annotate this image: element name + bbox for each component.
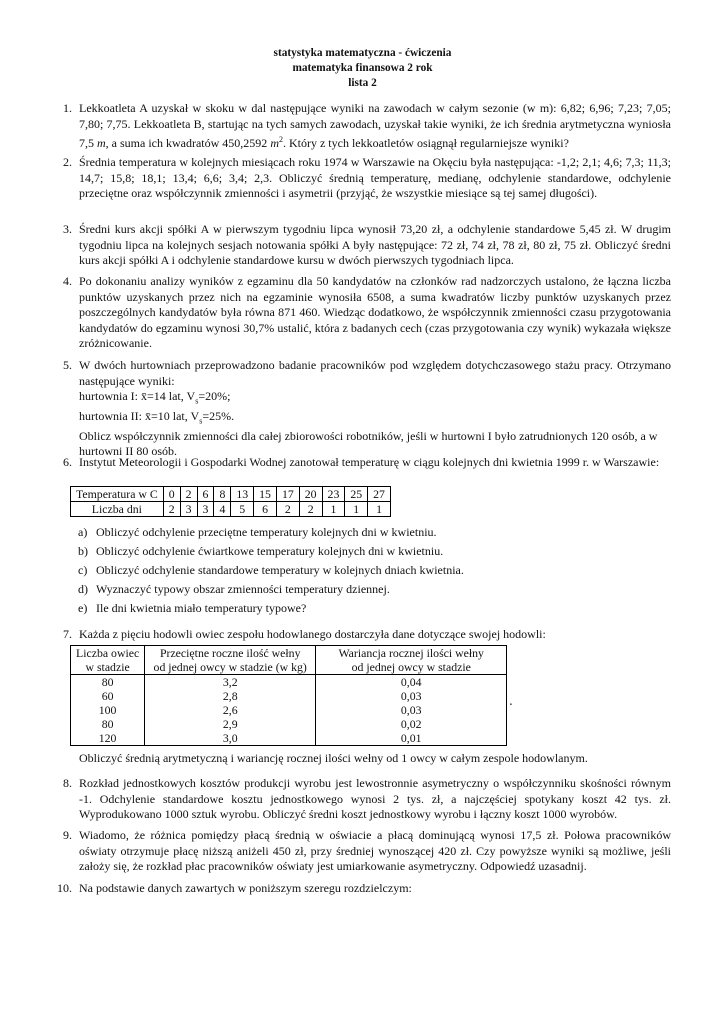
table-cell: 1	[322, 502, 345, 517]
course-title: statystyka matematyczna - ćwiczenia	[273, 47, 452, 59]
table-cell: 2	[276, 502, 299, 517]
sheep-farm-table	[70, 645, 507, 746]
problem-number: 5.	[63, 358, 72, 372]
subquestion-d: d) Wyznaczyć typowy obszar zmienności temperatury dziennej.	[78, 582, 390, 596]
subquestion-e: e) Ile dni kwietnia miało temperatury typowe?	[78, 601, 307, 615]
table-cell: 2	[163, 502, 180, 517]
table-cell: 8	[214, 487, 231, 502]
subquestion-b: b) Obliczyć odchylenie ćwiartkowe temperatury kolejnych dni w kwietniu.	[78, 544, 444, 558]
problem-text: Rozkład jednostkowych kosztów produkcji wyrobu jest lewostronnie asymetryczny o współczynniku skośności równym -1. Odchylenie standardowe kosztu jednostkowego wynosi 2 tys. zł, a najczęściej spotykany koszt 42 tys. zł. Wyprodukowano 1000 sztuk wyrobu. Obliczyć średni koszt jednostkowy wyrobu i łączny koszt 1000 wyrobów.	[79, 776, 671, 821]
table-row	[71, 731, 507, 746]
problem-number: 2.	[63, 155, 72, 169]
problem-9	[54, 828, 671, 875]
table-row	[71, 487, 391, 502]
table-cell: 5	[231, 502, 254, 517]
problem-7-question	[54, 751, 671, 767]
subquestion-c: c) Obliczyć odchylenie standardowe temperatury w kolejnych dniach kwietnia.	[78, 563, 464, 577]
table-cell: 120	[71, 731, 145, 746]
row-header: Liczba dni	[71, 502, 164, 517]
table-cell: 0,01	[316, 731, 507, 746]
table-cell: 4	[214, 502, 231, 517]
warehouse-1-stats: hurtownia I: x̄=14 lat, $V_s=20\%$;	[79, 389, 231, 406]
table-cell: 0,02	[316, 717, 507, 731]
problem-number: 7.	[63, 627, 72, 641]
table-cell: 80	[71, 675, 145, 690]
table-cell: 1	[345, 502, 368, 517]
table-cell: 3,2	[145, 675, 316, 690]
table-row	[71, 689, 507, 703]
table-cell: 3,0	[145, 731, 316, 746]
table-cell: 0,04	[316, 675, 507, 690]
column-header: Przeciętne roczne ilość wełny od jednej owcy w stadzie (w kg)	[145, 646, 316, 675]
problem-7	[54, 627, 671, 643]
warehouse-2-stats: hurtownia II: x̄=10 lat, $V_s=25\%$.	[79, 408, 235, 426]
problem-text: Na podstawie danych zawartych w poniższym szeregu rozdzielczym:	[79, 881, 412, 895]
table-cell: 2	[299, 502, 322, 517]
table-cell: 13	[231, 487, 254, 502]
problem-number: 4.	[63, 274, 72, 288]
row-header: Temperatura w C	[71, 487, 164, 502]
problem-text: Średni kurs akcji spółki A w pierwszym tygodniu lipca wynosił 73,20 zł, a odchylenie standardowe 5,45 zł. W drugim tygodniu lipca na kolejnych sesjach notowania spółki A były następujące: 72 zł, 74 zł, 78 zł, 80 zł, 75 zł. Obliczyć średni kurs akcji spółki A i odchylenie standardowe kursu w dwóch pierwszych tygodniach lipca.	[79, 222, 671, 267]
problem-text: Instytut Meteorologii i Gospodarki Wodnej zanotował temperaturę w ciągu kolejnych dni kwietnia 1999 r. w Warszawie:	[79, 455, 660, 469]
column-header: Wariancja rocznej ilości wełny od jednej owcy w stadzie	[316, 646, 507, 675]
table-cell: 0,03	[316, 689, 507, 703]
table-cell: 17	[276, 487, 299, 502]
problem-number: 1.	[63, 101, 72, 115]
problem-2	[54, 155, 671, 202]
table-cell: 0	[163, 487, 180, 502]
table-row	[71, 717, 507, 731]
course-subtitle: matematyka finansowa 2 rok	[292, 62, 433, 74]
table-cell: 27	[368, 487, 391, 502]
problem-number: 3.	[63, 222, 72, 236]
problem-number: 8.	[63, 776, 72, 790]
table-cell: 20	[299, 487, 322, 502]
subquestion-a: a) Obliczyć odchylenie przeciętne temperatury kolejnych dni w kwietniu.	[78, 525, 437, 539]
table-row	[71, 675, 507, 690]
problem-number: 6.	[63, 455, 72, 469]
table-row	[71, 703, 507, 717]
problem-5	[54, 358, 671, 460]
problem-text: Wiadomo, że różnica pomiędzy płacą średnią w oświacie a płacą dominującą wynosi 17,5 zł. Połowa pracowników oświaty otrzymuje płacę niższą aniżeli 450 zł, przy średniej wynoszącej 420 zł. Czy powyższe wyniki są możliwe, jeśli założy się, że rozkład płac pracowników oświaty jest umiarkowanie asymetryczny. Odpowiedź uzasadnij.	[79, 828, 671, 873]
stray-period: .	[509, 694, 513, 708]
temperature-table	[70, 486, 391, 517]
table-row	[71, 502, 391, 517]
table-cell: 15	[254, 487, 277, 502]
column-header: Liczba owiec w stadzie	[71, 646, 145, 675]
problem-text: W dwóch hurtowniach przeprowadzono badanie pracowników pod względem dotychczasowego stażu pracy. Otrzymano następujące wyniki:	[79, 358, 671, 388]
table-cell: 0,03	[316, 703, 507, 717]
table-header-row	[71, 646, 507, 675]
table-cell: 3	[180, 502, 197, 517]
problem-8	[54, 776, 671, 823]
problem-6	[54, 455, 671, 471]
table-cell: 23	[322, 487, 345, 502]
table-cell: 2,8	[145, 689, 316, 703]
table-cell: 3	[197, 502, 214, 517]
problem-3	[54, 222, 671, 269]
table-cell: 2,9	[145, 717, 316, 731]
problem-question: Oblicz współczynnik zmienności dla całej zbiorowości robotników, jeśli w hurtowni I było zatrudnionych 120 osób, a w hurtowni II 80 osób.	[79, 428, 658, 459]
table-cell: 1	[368, 502, 391, 517]
problem-text: Lekkoatleta A uzyskał w skoku w dal następujące wyniki na zawodach w całym sezonie (w m): 6,82; 6,96; 7,23; 7,05; 7,80; 7,75. Lekkoatleta B, startując na tych samych zawodach, uzyskał takie wyniki, że ich średnia arytmetyczna wyniosła 7,5 m, a suma ich kwadratów 450,2592 $m^2$. Który z tych lekkoatletów osiągnął regularniejsze wyniki?	[79, 101, 671, 150]
problem-number: 9.	[63, 828, 72, 842]
problem-text: Po dokonaniu analizy wyników z egzaminu dla 50 kandydatów na członków rad nadzorczych ustalono, że łączna liczba punktów uzyskanych przez nich na egzaminie wynosiła 6508, a suma kwadratów liczby punktów uzyskanych przez poszczególnych kandydatów była równa 871 460. Wiedząc dodatkowo, że współczynnik zmienności czasu przygotowania kandydatów do egzaminu wynosi 30,7% ustalić, która z badanych cech (czas przygotowania czy wynik) wykazała większe zróżnicowanie.	[79, 274, 671, 350]
problem-number: 10.	[57, 881, 72, 895]
problem-1	[54, 101, 671, 152]
problem-text: Średnia temperatura w kolejnych miesiącach roku 1974 w Warszawie na Okęciu była następująca: -1,2; 2,1; 4,6; 7,3; 11,3; 14,7; 15,8; 18,1; 13,4; 6,6; 3,4; 2,3. Obliczyć średnią temperaturę, medianę, odchylenie standardowe, odchylenie przeciętne oraz współczynnik zmienności i asymetrii (przyjąć, że wszystkie miesiące są tej samej długości).	[79, 155, 671, 200]
problem-10	[54, 881, 671, 897]
table-cell: 2,6	[145, 703, 316, 717]
problem-4	[54, 274, 671, 352]
list-number: lista 2	[348, 77, 377, 89]
problem-text: Każda z pięciu hodowli owiec zespołu hodowlanego dostarczyła dane dotyczące swojej hodowli:	[79, 627, 546, 641]
table-cell: 60	[71, 689, 145, 703]
table-cell: 25	[345, 487, 368, 502]
table-cell: 6	[254, 502, 277, 517]
table-cell: 80	[71, 717, 145, 731]
table-cell: 2	[180, 487, 197, 502]
table-cell: 100	[71, 703, 145, 717]
table-cell: 6	[197, 487, 214, 502]
problem-text: Obliczyć średnią arytmetyczną i wariancję rocznej ilości wełny od 1 owcy w całym zespole hodowlanym.	[79, 751, 588, 765]
